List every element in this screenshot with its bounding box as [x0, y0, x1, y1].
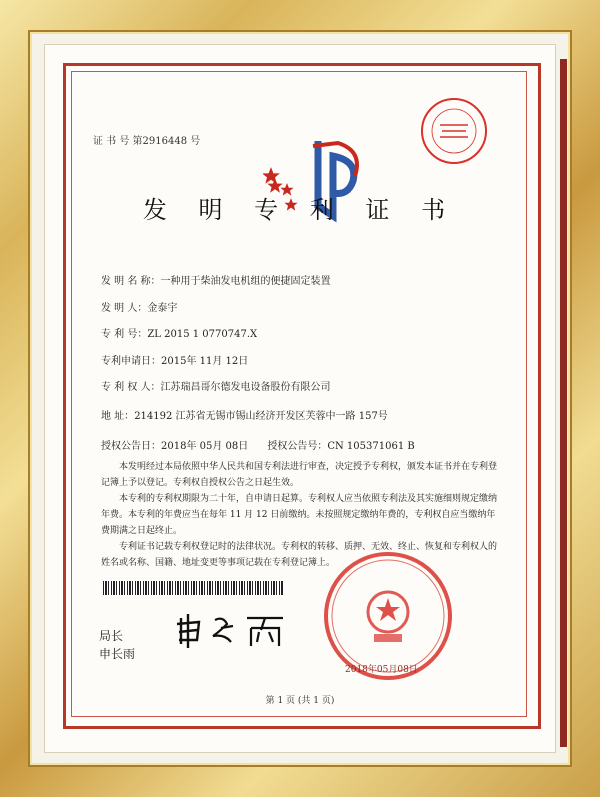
field-address [101, 407, 388, 422]
certificate-title: 发 明 专 利 证 书 [142, 196, 458, 224]
field-label: 授权公告号： [267, 441, 328, 452]
paragraph-3: 专利证书记载专利权登记时的法律状况。专利权的转移、质押、无效、终止、恢复和专利权人的姓名或名称、国籍、地址变更等事项记载在专利登记簿上。 [101, 542, 498, 568]
field-label: 发 明 名 称： [101, 276, 161, 287]
paragraph-1: 本发明经过本局依照中华人民共和国专利法进行审查，决定授予专利权，颁发本证书并在专利登记簿上予以登记。专利权自授权公告之日起生效。 [101, 462, 498, 488]
signer-name: 申长雨 [99, 647, 136, 661]
field-value: 一种用于柴油发电机组的便捷固定装置 [160, 276, 331, 287]
field-label: 授权公告日： [101, 441, 161, 452]
field-application-date [101, 352, 248, 367]
seal-date: 2018年05月08日 [345, 665, 418, 675]
handwritten-signature-icon [173, 610, 303, 650]
field-value: CN 105371061 B [327, 441, 415, 452]
field-value: ZL 2015 1 0770747.X [147, 329, 258, 340]
field-label: 专 利 权 人： [101, 382, 161, 393]
field-label: 地 址： [101, 411, 135, 422]
field-invention-name [101, 272, 331, 287]
field-value: 2015年 11月 12日 [161, 356, 249, 367]
field-label: 发 明 人： [101, 303, 148, 314]
barcode [103, 581, 283, 595]
field-patentee [101, 378, 331, 393]
field-grant-date [101, 437, 415, 452]
field-label: 专利申请日： [101, 356, 161, 367]
field-value: 2018年 05月 08日 [161, 441, 249, 452]
paragraph-2: 本专利的专利权期限为二十年，自申请日起算。专利权人应当依照专利法及其实施细则规定缴纳年费。本专利的年费应当在每年 11 月 12 日前缴纳。未按照规定缴纳年费的，专利权自应当缴纳年费期满之日起终止。 [101, 494, 498, 536]
field-value: 江苏瑞昌哥尔德发电设备股份有限公司 [160, 382, 331, 393]
field-label: 专 利 号： [101, 329, 148, 340]
field-patent-number [101, 325, 257, 340]
field-inventor [101, 299, 177, 314]
certificate-paper [45, 45, 555, 752]
signer-title: 局长 [99, 629, 124, 643]
field-value: 214192 江苏省无锡市锡山经济开发区芙蓉中一路 157号 [134, 411, 388, 422]
certificate-number: 证 书 号 第2916448 号 [93, 136, 201, 147]
field-value: 金泰宇 [147, 303, 178, 314]
agency-stamp-icon [418, 95, 490, 167]
page-footer: 第 1 页 (共 1 页) [265, 696, 335, 706]
